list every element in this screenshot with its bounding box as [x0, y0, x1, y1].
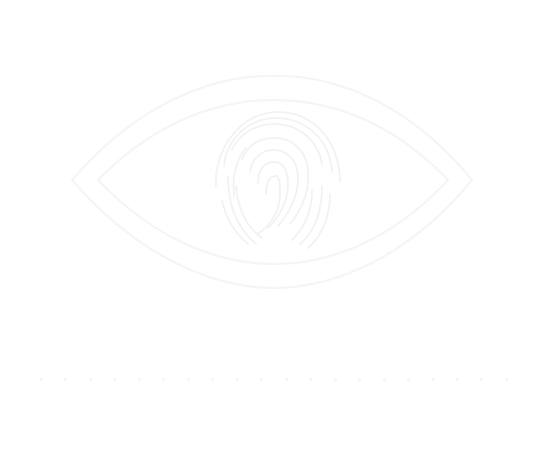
divider-dot [334, 378, 337, 381]
divider-dot [138, 378, 141, 381]
divider-dot [285, 378, 288, 381]
eye-outline [72, 76, 472, 288]
divider-dot [89, 378, 92, 381]
divider-dot [309, 378, 312, 381]
divider-dot [64, 378, 67, 381]
divider-dot [187, 378, 190, 381]
divider-dot [456, 378, 459, 381]
divider-dot [383, 378, 386, 381]
brand-name [0, 318, 548, 352]
divider-dot [236, 378, 239, 381]
divider-dot [260, 378, 263, 381]
divider-dot [113, 378, 116, 381]
fingerprint-icon [216, 112, 340, 248]
divider-dot [211, 378, 214, 381]
divider-dot [432, 378, 435, 381]
divider-dot [505, 378, 508, 381]
divider-dot [40, 378, 43, 381]
divider-dot [358, 378, 361, 381]
tagline [0, 404, 548, 430]
dot-divider [40, 376, 508, 382]
divider-dot [162, 378, 165, 381]
divider-dot [480, 378, 483, 381]
divider-dot [407, 378, 410, 381]
